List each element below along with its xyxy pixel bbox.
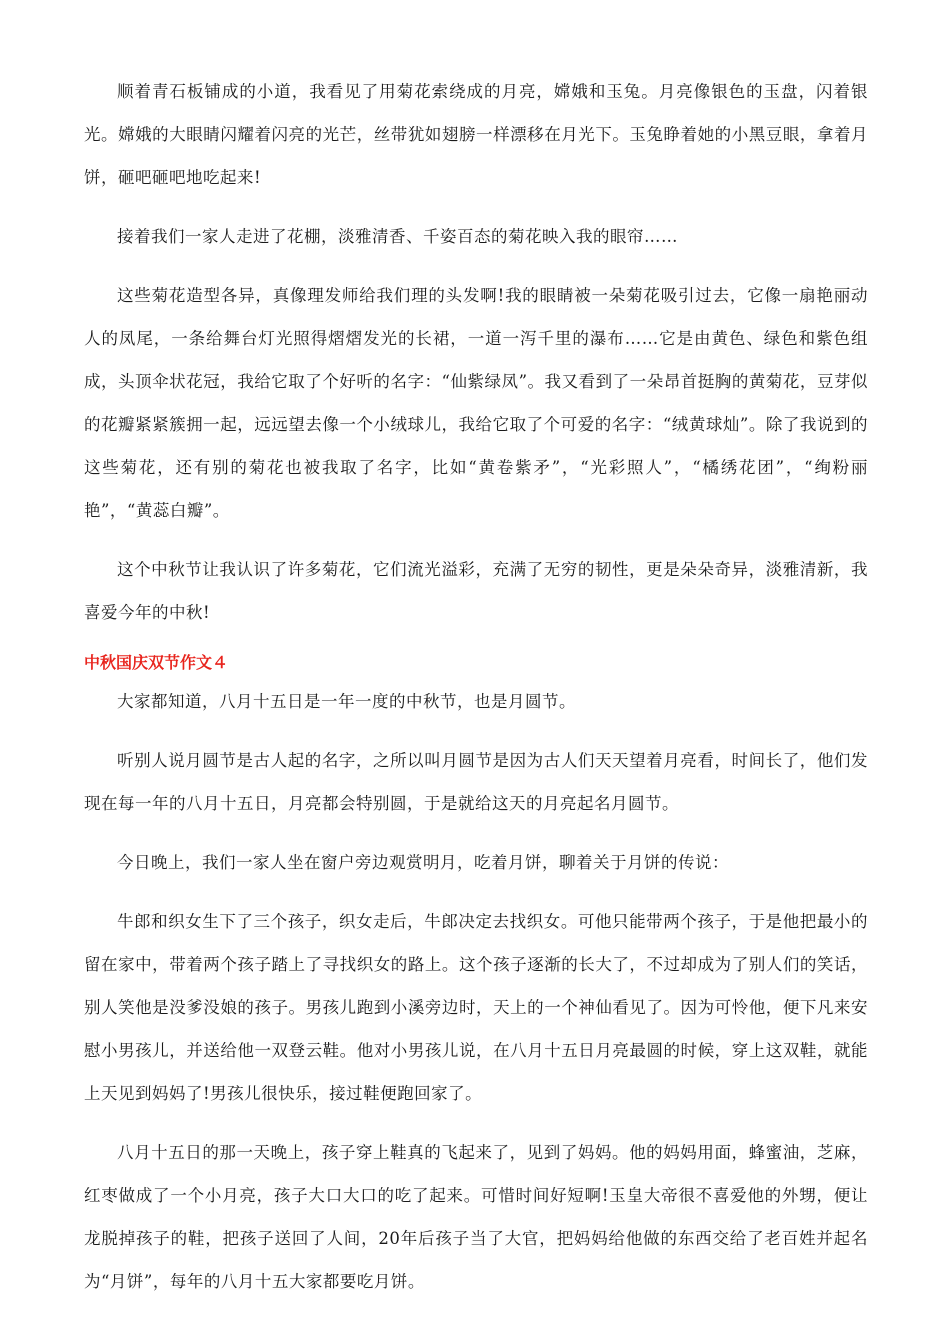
- paragraph-flower-shed: 接着我们一家人走进了花棚，淡雅清香、千姿百态的菊花映入我的眼帘……: [117, 227, 678, 246]
- paragraph-tonight: 今日晚上，我们一家人坐在窗户旁边观赏明月，吃着月饼，聊着关于月饼的传说：: [117, 853, 729, 872]
- paragraph-legend-part-1: 牛郎和织女生下了三个孩子，织女走后，牛郎决定去找织女。可他只能带两个孩子，于是他把最小的留在家中，带着两个孩子踏上了寻找织女的路上。这个孩子逐渐的长大了，不过却成为了别人们的笑话，别人笑他是没爹没娘的孩子。男孩儿跑到小溪旁边时，天上的一个神仙看见了。因为可怜他，便下凡来安慰小男孩儿，并送给他一双登云鞋。他对小男孩儿说，在八月十五日月亮最圆的时候，穿上这双鞋，就能上天见到妈妈了!男孩儿很快乐，接过鞋便跑回家了。: [84, 912, 868, 1103]
- paragraph-legend-part-2: 八月十五日的那一天晚上，孩子穿上鞋真的飞起来了，见到了妈妈。他的妈妈用面，蜂蜜油，芝麻，红枣做成了一个小月亮，孩子大口大口的吃了起来。可惜时间好短啊!玉皇大帝很不喜爱他的外甥，便让龙脱掉孩子的鞋，把孩子送回了人间，20年后孩子当了大官，把妈妈给他做的东西交给了老百姓并起名为“月饼”，每年的八月十五大家都要吃月饼。: [84, 1143, 868, 1291]
- paragraph-mid-autumn-conclusion: 这个中秋节让我认识了许多菊花，它们流光溢彩，充满了无穷的韧性，更是朵朵奇异，淡雅清新，我喜爱今年的中秋!: [84, 560, 868, 622]
- section-heading: 中秋国庆双节作文４: [84, 653, 229, 672]
- paragraph-name-origin: 听别人说月圆节是古人起的名字，之所以叫月圆节是因为古人们天天望着月亮看，时间长了，他们发现在每一年的八月十五日，月亮都会特别圆，于是就给这天的月亮起名月圆节。: [84, 751, 868, 813]
- paragraph-intro: 大家都知道，八月十五日是一年一度的中秋节，也是月圆节。: [117, 692, 576, 711]
- paragraph-moon-lantern: 顺着青石板铺成的小道，我看见了用菊花索绕成的月亮，嫦娥和玉兔。月亮像银色的玉盘，闪着银光。嫦娥的大眼睛闪耀着闪亮的光芒，丝带犹如翅膀一样漂移在月光下。玉兔睁着她的小黑豆眼，拿着月饼，砸吧砸吧地吃起来!: [84, 82, 868, 187]
- paragraph-chrysanthemum-names: 这些菊花造型各异，真像理发师给我们理的头发啊!我的眼睛被一朵菊花吸引过去，它像一扇艳丽动人的凤尾，一条给舞台灯光照得熠熠发光的长裙，一道一泻千里的瀑布……它是由黄色、绿色和紫色组成，头顶伞状花冠，我给它取了个好听的名字：“仙紫绿凤”。我又看到了一朵昂首挺胸的黄菊花，豆芽似的花瓣紧紧簇拥一起，远远望去像一个小绒球儿，我给它取了个可爱的名字：“绒黄球灿”。除了我说到的这些菊花，还有别的菊花也被我取了名字，比如“黄卷紫矛”，“光彩照人”，“橘绣花团”，“绚粉丽艳”，“黄蕊白瓣”。: [84, 286, 868, 520]
- document-page: [84, 70, 868, 1319]
